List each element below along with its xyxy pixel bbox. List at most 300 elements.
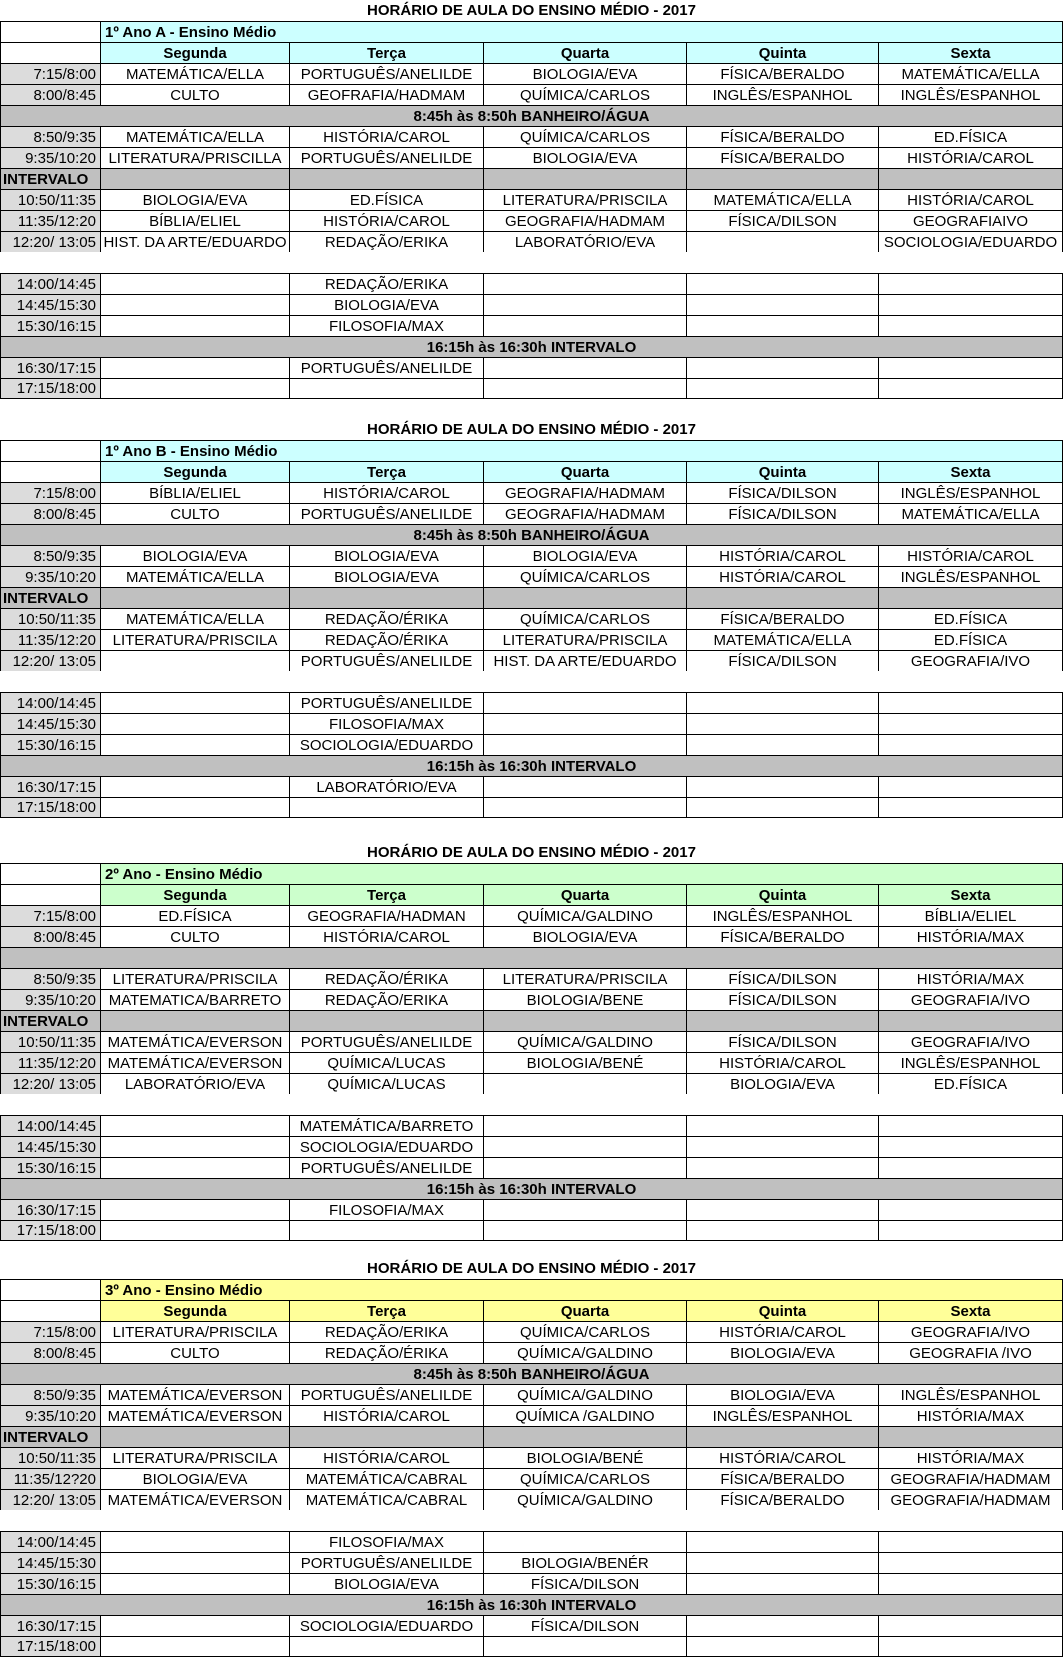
subject-cell: GEOGRAFIA/HADMAN [289, 905, 483, 926]
subject-cell [686, 1199, 878, 1220]
subject-cell: INGLÊS/ESPANHOL [878, 84, 1063, 105]
time-slot: 8:50/9:35 [0, 126, 100, 147]
subject-cell [483, 1199, 686, 1220]
time-slot: 12:20/ 13:05 [0, 1073, 100, 1094]
time-slot: 17:15/18:00 [0, 1636, 100, 1657]
lesson-row [0, 1384, 1063, 1405]
subject-cell [100, 692, 289, 713]
intervalo-blank [483, 1426, 686, 1447]
subject-cell: PORTUGUÊS/ANELILDE [289, 1157, 483, 1178]
subject-cell: FÍSICA/DILSON [686, 503, 878, 524]
subject-cell [100, 273, 289, 294]
subject-cell: QUÍMICA/GALDINO [483, 1031, 686, 1052]
subject-cell: FÍSICA/DILSON [686, 482, 878, 503]
lesson-row [0, 776, 1063, 797]
subject-cell [289, 1636, 483, 1657]
lesson-row [0, 273, 1063, 294]
class-name: 2º Ano - Ensino Médio [100, 863, 1063, 884]
subject-cell: LITERATURA/PRISCILA [100, 968, 289, 989]
time-slot: 14:00/14:45 [0, 1531, 100, 1552]
time-slot: 7:15/8:00 [0, 1321, 100, 1342]
subject-cell [483, 797, 686, 818]
subject-cell: PORTUGUÊS/ANELILDE [289, 692, 483, 713]
subject-cell: FILOSOFIA/MAX [289, 1199, 483, 1220]
subject-cell: FILOSOFIA/MAX [289, 315, 483, 336]
lesson-row [0, 126, 1063, 147]
subject-cell: FÍSICA/BERALDO [686, 63, 878, 84]
subject-cell [686, 294, 878, 315]
intervalo-blank [686, 1010, 878, 1031]
subject-cell: FÍSICA/DILSON [483, 1573, 686, 1594]
subject-cell [878, 692, 1063, 713]
subject-cell: LITERATURA/PRISCILA [483, 189, 686, 210]
subject-cell: HISTÓRIA/CAROL [289, 1405, 483, 1426]
subject-cell: MATEMÁTICA/BARRETO [289, 1115, 483, 1136]
subject-cell: LABORATÓRIO/EVA [100, 1073, 289, 1094]
subject-cell [686, 231, 878, 252]
subject-cell [878, 1552, 1063, 1573]
class-name: 3º Ano - Ensino Médio [100, 1279, 1063, 1300]
subject-cell: LITERATURA/PRISCILLA [100, 147, 289, 168]
subject-cell [483, 1073, 686, 1094]
subject-cell [686, 1552, 878, 1573]
time-slot: 14:00/14:45 [0, 692, 100, 713]
subject-cell: LITERATURA/PRISCILA [483, 968, 686, 989]
lesson-row [0, 968, 1063, 989]
class-name: 1º Ano B - Ensino Médio [100, 440, 1063, 461]
break-band-row [0, 336, 1063, 357]
subject-cell: MATEMÁTICA/ELLA [878, 63, 1063, 84]
lesson-row [0, 482, 1063, 503]
time-slot: 16:30/17:15 [0, 357, 100, 378]
lesson-row [0, 63, 1063, 84]
break-band-row [0, 105, 1063, 126]
schedule-title-row [0, 842, 1063, 863]
day-header-corner [0, 1300, 100, 1321]
time-slot: 16:30/17:15 [0, 776, 100, 797]
subject-cell: MATEMÁTICA/EVERSON [100, 1489, 289, 1510]
intervalo-row [0, 587, 1063, 608]
subject-cell: MATEMÁTICA/ELLA [100, 566, 289, 587]
subject-cell: BIOLOGIA/EVA [100, 189, 289, 210]
time-slot: 11:35/12:20 [0, 629, 100, 650]
subject-cell: FÍSICA/BERALDO [686, 147, 878, 168]
subject-cell: FÍSICA/DILSON [483, 1615, 686, 1636]
day-header-terça: Terça [289, 884, 483, 905]
subject-cell: GEOGRAFIA/HADMAM [878, 1468, 1063, 1489]
intervalo-blank [483, 168, 686, 189]
subject-cell: GEOGRAFIA/IVO [878, 650, 1063, 671]
intervalo-blank [100, 1010, 289, 1031]
lesson-row [0, 1115, 1063, 1136]
intervalo-label: INTERVALO [0, 1010, 100, 1031]
subject-cell: MATEMÁTICA/EVERSON [100, 1384, 289, 1405]
subject-cell: FÍSICA/DILSON [686, 210, 878, 231]
subject-cell: GEOGRAFIA/HADMAM [483, 503, 686, 524]
subject-cell: HISTÓRIA/CAROL [289, 210, 483, 231]
time-slot: 14:00/14:45 [0, 273, 100, 294]
lesson-row [0, 1052, 1063, 1073]
subject-cell [878, 273, 1063, 294]
subject-cell: MATEMÁTICA/CABRAL [289, 1468, 483, 1489]
class-corner [0, 21, 100, 42]
subject-cell [686, 692, 878, 713]
lesson-row [0, 692, 1063, 713]
day-header-quarta: Quarta [483, 42, 686, 63]
break-band: 16:15h às 16:30h INTERVALO [0, 1178, 1063, 1199]
day-header-terça: Terça [289, 1300, 483, 1321]
subject-cell: BIOLOGIA/EVA [483, 147, 686, 168]
subject-cell: QUÍMICA/CARLOS [483, 1468, 686, 1489]
subject-cell: BIOLOGIA/EVA [686, 1384, 878, 1405]
time-slot: 15:30/16:15 [0, 734, 100, 755]
subject-cell [686, 797, 878, 818]
subject-cell: REDAÇÃO/ERIKA [289, 989, 483, 1010]
subject-cell: FILOSOFIA/MAX [289, 1531, 483, 1552]
subject-cell: INGLÊS/ESPANHOL [686, 905, 878, 926]
time-slot: 8:00/8:45 [0, 1342, 100, 1363]
subject-cell: REDAÇÃO/ÉRIKA [289, 968, 483, 989]
day-header-terça: Terça [289, 461, 483, 482]
subject-cell: HIST. DA ARTE/EDUARDO [483, 650, 686, 671]
subject-cell [483, 1531, 686, 1552]
subject-cell: INGLÊS/ESPANHOL [878, 1052, 1063, 1073]
lesson-row [0, 566, 1063, 587]
break-band: 8:45h às 8:50h BANHEIRO/ÁGUA [0, 524, 1063, 545]
subject-cell: HISTÓRIA/CAROL [289, 1447, 483, 1468]
intervalo-label: INTERVALO [0, 587, 100, 608]
subject-cell [686, 315, 878, 336]
time-slot: 9:35/10:20 [0, 566, 100, 587]
intervalo-blank [686, 168, 878, 189]
subject-cell: HISTÓRIA/CAROL [878, 147, 1063, 168]
subject-cell [686, 357, 878, 378]
subject-cell: FÍSICA/BERALDO [686, 126, 878, 147]
day-header-segunda: Segunda [100, 884, 289, 905]
lesson-row [0, 503, 1063, 524]
subject-cell [483, 378, 686, 399]
break-band: 8:45h às 8:50h BANHEIRO/ÁGUA [0, 105, 1063, 126]
subject-cell [686, 1531, 878, 1552]
break-band: 16:15h às 16:30h INTERVALO [0, 1594, 1063, 1615]
subject-cell [100, 315, 289, 336]
subject-cell [686, 1115, 878, 1136]
subject-cell: GEOGRAFIA/IVO [878, 1321, 1063, 1342]
day-header-quarta: Quarta [483, 884, 686, 905]
day-header-sexta: Sexta [878, 884, 1063, 905]
subject-cell: FÍSICA/DILSON [686, 1031, 878, 1052]
lesson-row [0, 650, 1063, 671]
lesson-row [0, 1220, 1063, 1241]
subject-cell [686, 1573, 878, 1594]
lesson-row [0, 1552, 1063, 1573]
subject-cell: REDAÇÃO/ERIKA [289, 273, 483, 294]
lesson-row [0, 1531, 1063, 1552]
break-band-row [0, 755, 1063, 776]
time-slot: 7:15/8:00 [0, 482, 100, 503]
subject-cell [878, 797, 1063, 818]
subject-cell [483, 315, 686, 336]
subject-cell [483, 1136, 686, 1157]
class-name-row [0, 440, 1063, 461]
subject-cell: ED.FÍSICA [878, 1073, 1063, 1094]
lesson-row [0, 84, 1063, 105]
subject-cell: BIOLOGIA/BENE [483, 989, 686, 1010]
subject-cell: MATEMÁTICA/ELLA [100, 63, 289, 84]
intervalo-blank [483, 587, 686, 608]
subject-cell: MATEMÁTICA/CABRAL [289, 1489, 483, 1510]
subject-cell: QUÍMICA /GALDINO [483, 1405, 686, 1426]
subject-cell [289, 1220, 483, 1241]
subject-cell: QUÍMICA/CARLOS [483, 84, 686, 105]
class-corner [0, 440, 100, 461]
subject-cell: MATEMÁTICA/ELLA [686, 629, 878, 650]
day-header-quarta: Quarta [483, 1300, 686, 1321]
subject-cell: LITERATURA/PRISCILA [100, 1321, 289, 1342]
subject-cell [878, 1636, 1063, 1657]
intervalo-blank [878, 168, 1063, 189]
subject-cell: BIOLOGIA/EVA [100, 1468, 289, 1489]
subject-cell [100, 1552, 289, 1573]
subject-cell: HISTÓRIA/CAROL [686, 1321, 878, 1342]
subject-cell: HISTÓRIA/CAROL [686, 545, 878, 566]
subject-cell: BIOLOGIA/EVA [686, 1073, 878, 1094]
subject-cell: GEOGRAFIA/HADMAM [878, 1489, 1063, 1510]
intervalo-blank [686, 587, 878, 608]
time-slot: 14:00/14:45 [0, 1115, 100, 1136]
subject-cell [100, 1573, 289, 1594]
time-slot: 10:50/11:35 [0, 1447, 100, 1468]
subject-cell: BIOLOGIA/BENÉ [483, 1052, 686, 1073]
subject-cell: QUÍMICA/LUCAS [289, 1073, 483, 1094]
subject-cell: BIOLOGIA/EVA [483, 63, 686, 84]
subject-cell [686, 1636, 878, 1657]
day-header-corner [0, 42, 100, 63]
subject-cell: BIOLOGIA/EVA [100, 545, 289, 566]
time-slot: 8:00/8:45 [0, 503, 100, 524]
subject-cell [686, 1136, 878, 1157]
day-header-quinta: Quinta [686, 1300, 878, 1321]
lesson-row [0, 294, 1063, 315]
subject-cell: BIOLOGIA/BENÉR [483, 1552, 686, 1573]
subject-cell: INGLÊS/ESPANHOL [686, 1405, 878, 1426]
subject-cell: HISTÓRIA/CAROL [289, 126, 483, 147]
lesson-row [0, 1342, 1063, 1363]
break-band-row [0, 1594, 1063, 1615]
time-slot: 12:20/ 13:05 [0, 650, 100, 671]
time-slot: 11:35/12:20 [0, 1052, 100, 1073]
subject-cell: BIOLOGIA/EVA [483, 926, 686, 947]
subject-cell: CULTO [100, 926, 289, 947]
subject-cell: HISTÓRIA/CAROL [878, 545, 1063, 566]
subject-cell [686, 1615, 878, 1636]
subject-cell [483, 1220, 686, 1241]
subject-cell: SOCIOLOGIA/EDUARDO [289, 1136, 483, 1157]
class-name-row [0, 1279, 1063, 1300]
subject-cell: FÍSICA/BERALDO [686, 1468, 878, 1489]
day-header-sexta: Sexta [878, 1300, 1063, 1321]
subject-cell: GEOGRAFIA/IVO [878, 1031, 1063, 1052]
lesson-row [0, 734, 1063, 755]
subject-cell: GEOGRAFIAIVO [878, 210, 1063, 231]
subject-cell: HISTÓRIA/CAROL [878, 189, 1063, 210]
day-header-terça: Terça [289, 42, 483, 63]
subject-cell: LABORATÓRIO/EVA [483, 231, 686, 252]
subject-cell: QUÍMICA/GALDINO [483, 1342, 686, 1363]
day-header-segunda: Segunda [100, 461, 289, 482]
time-slot: 10:50/11:35 [0, 608, 100, 629]
subject-cell [100, 1136, 289, 1157]
subject-cell [483, 1115, 686, 1136]
subject-cell: BIOLOGIA/EVA [686, 1342, 878, 1363]
subject-cell: HIST. DA ARTE/EDUARDO [100, 231, 289, 252]
intervalo-blank [100, 168, 289, 189]
intervalo-blank [289, 168, 483, 189]
subject-cell: ED.FÍSICA [100, 905, 289, 926]
subject-cell: MATEMÁTICA/ELLA [100, 126, 289, 147]
subject-cell [483, 692, 686, 713]
lesson-row [0, 797, 1063, 818]
subject-cell: GEOGRAFIA /IVO [878, 1342, 1063, 1363]
subject-cell [100, 1615, 289, 1636]
subject-cell [686, 1220, 878, 1241]
subject-cell [878, 734, 1063, 755]
lesson-row [0, 1468, 1063, 1489]
subject-cell: ED.FÍSICA [878, 126, 1063, 147]
subject-cell [878, 294, 1063, 315]
time-slot: 17:15/18:00 [0, 1220, 100, 1241]
lesson-row [0, 210, 1063, 231]
subject-cell: HISTÓRIA/MAX [878, 1405, 1063, 1426]
time-slot: 16:30/17:15 [0, 1615, 100, 1636]
intervalo-blank [483, 1010, 686, 1031]
break-band [0, 947, 1063, 968]
subject-cell [686, 776, 878, 797]
subject-cell: BIOLOGIA/EVA [289, 545, 483, 566]
subject-cell: FÍSICA/DILSON [686, 968, 878, 989]
day-header-quinta: Quinta [686, 884, 878, 905]
time-slot: 17:15/18:00 [0, 797, 100, 818]
subject-cell: PORTUGUÊS/ANELILDE [289, 1031, 483, 1052]
subject-cell [289, 378, 483, 399]
lesson-row [0, 357, 1063, 378]
intervalo-blank [289, 1010, 483, 1031]
day-header-sexta: Sexta [878, 461, 1063, 482]
subject-cell [100, 1115, 289, 1136]
subject-cell: QUÍMICA/GALDINO [483, 1489, 686, 1510]
intervalo-row [0, 1010, 1063, 1031]
schedule-title-row [0, 419, 1063, 440]
subject-cell [483, 357, 686, 378]
intervalo-label: INTERVALO [0, 168, 100, 189]
subject-cell [483, 1157, 686, 1178]
time-slot: 8:00/8:45 [0, 84, 100, 105]
subject-cell [686, 1157, 878, 1178]
time-slot: 14:45/15:30 [0, 1552, 100, 1573]
time-slot: 9:35/10:20 [0, 147, 100, 168]
intervalo-blank [878, 587, 1063, 608]
subject-cell [878, 713, 1063, 734]
break-band-row [0, 947, 1063, 968]
subject-cell: REDAÇÃO/ÉRIKA [289, 629, 483, 650]
subject-cell [878, 1531, 1063, 1552]
subject-cell [100, 797, 289, 818]
subject-cell: INGLÊS/ESPANHOL [878, 482, 1063, 503]
lesson-row [0, 905, 1063, 926]
time-slot: 17:15/18:00 [0, 378, 100, 399]
subject-cell [483, 776, 686, 797]
subject-cell [686, 713, 878, 734]
time-slot: 7:15/8:00 [0, 63, 100, 84]
lesson-row [0, 713, 1063, 734]
subject-cell: MATEMÁTICA/EVERSON [100, 1052, 289, 1073]
time-slot: 14:45/15:30 [0, 294, 100, 315]
day-header-corner [0, 461, 100, 482]
break-band: 16:15h às 16:30h INTERVALO [0, 336, 1063, 357]
subject-cell: HISTÓRIA/CAROL [289, 482, 483, 503]
subject-cell: ED.FÍSICA [878, 608, 1063, 629]
subject-cell [878, 378, 1063, 399]
subject-cell [878, 1220, 1063, 1241]
subject-cell: REDAÇÃO/ERIKA [289, 1321, 483, 1342]
subject-cell: QUÍMICA/GALDINO [483, 905, 686, 926]
subject-cell [878, 1199, 1063, 1220]
subject-cell: BIOLOGIA/EVA [289, 294, 483, 315]
lesson-row [0, 989, 1063, 1010]
subject-cell [100, 294, 289, 315]
subject-cell [483, 734, 686, 755]
subject-cell: FÍSICA/BERALDO [686, 608, 878, 629]
time-slot: 12:20/ 13:05 [0, 231, 100, 252]
time-slot: 9:35/10:20 [0, 1405, 100, 1426]
subject-cell [100, 378, 289, 399]
subject-cell: MATEMÁTICA/ELLA [878, 503, 1063, 524]
subject-cell: SOCIOLOGIA/EDUARDO [289, 1615, 483, 1636]
intervalo-blank [878, 1010, 1063, 1031]
class-corner [0, 863, 100, 884]
subject-cell [100, 357, 289, 378]
subject-cell [100, 734, 289, 755]
subject-cell: REDAÇÃO/ERIKA [289, 231, 483, 252]
subject-cell: QUÍMICA/CARLOS [483, 608, 686, 629]
subject-cell: HISTÓRIA/CAROL [289, 926, 483, 947]
lesson-row [0, 1031, 1063, 1052]
subject-cell [100, 776, 289, 797]
subject-cell: PORTUGUÊS/ANELILDE [289, 1552, 483, 1573]
subject-cell: PORTUGUÊS/ANELILDE [289, 147, 483, 168]
time-slot: 11:35/12?20 [0, 1468, 100, 1489]
intervalo-row [0, 168, 1063, 189]
day-header-segunda: Segunda [100, 42, 289, 63]
subject-cell: INGLÊS/ESPANHOL [878, 566, 1063, 587]
class-name: 1º Ano A - Ensino Médio [100, 21, 1063, 42]
subject-cell: CULTO [100, 84, 289, 105]
intervalo-blank [100, 587, 289, 608]
subject-cell: REDAÇÃO/ÉRIKA [289, 608, 483, 629]
subject-cell: QUÍMICA/CARLOS [483, 1321, 686, 1342]
lesson-row [0, 1136, 1063, 1157]
subject-cell: PORTUGUÊS/ANELILDE [289, 1384, 483, 1405]
lesson-row [0, 1447, 1063, 1468]
subject-cell: SOCIOLOGIA/EDUARDO [878, 231, 1063, 252]
subject-cell: MATEMÁTICA/ELLA [686, 189, 878, 210]
subject-cell: PORTUGUÊS/ANELILDE [289, 357, 483, 378]
subject-cell: BÍBLIA/ELIEL [100, 482, 289, 503]
subject-cell [878, 1136, 1063, 1157]
lesson-row [0, 1489, 1063, 1510]
subject-cell: HISTÓRIA/MAX [878, 968, 1063, 989]
lesson-row [0, 231, 1063, 252]
